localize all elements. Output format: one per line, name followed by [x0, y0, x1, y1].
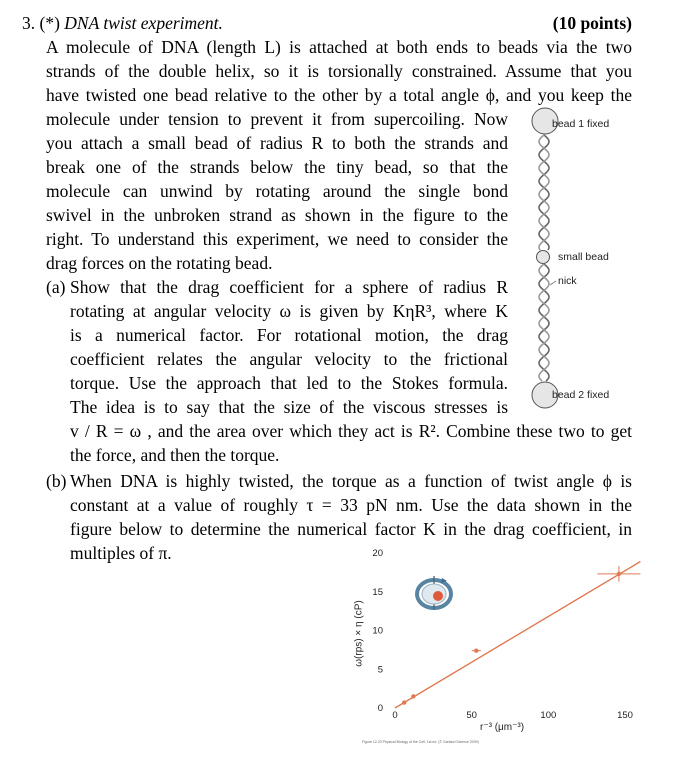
- part-a-label: (a): [46, 277, 66, 297]
- part-a-line: is a numerical factor. For rotational motion, the drag: [70, 325, 508, 345]
- y-tick-label: 10: [372, 625, 383, 637]
- y-tick-label: 20: [372, 548, 383, 559]
- problem-star: (*): [39, 13, 60, 33]
- part-a-line: rotating at angular velocity ω is given by KηR³, where K: [70, 301, 508, 321]
- part-a-line: v / R = ω , and the area over which they act is R². Combine these two to get: [70, 421, 632, 441]
- part-b-label: (b): [46, 471, 67, 491]
- dna-figure: [520, 105, 695, 425]
- problem-title: DNA twist experiment.: [64, 13, 223, 33]
- data-point-group: [597, 566, 640, 582]
- nick-label: nick: [558, 275, 577, 287]
- problem-header: [22, 12, 632, 34]
- chart-caption: Figure 12.20 Physical Biology of the Cell, 1st ed. (© Garland Science 2009): [362, 740, 479, 744]
- rotation-inset: [417, 576, 451, 610]
- intro-line: strands of the double helix, so it is torsionally constrained. Assume that you: [46, 61, 632, 81]
- intro-line: molecule can unwind by rotating around the single bond: [46, 181, 508, 201]
- x-tick-label: 150: [617, 710, 633, 721]
- intro-line: swivel in the unbroken strand as shown in the figure to the: [46, 205, 508, 225]
- intro-line: break one of the strands below the tiny bead, so that the: [46, 157, 508, 177]
- part-b-line: When DNA is highly twisted, the torque as a function of twist angle ϕ is: [70, 471, 632, 491]
- nick-pointer: [550, 281, 556, 285]
- y-tick-label: 15: [372, 586, 383, 598]
- part-b-line: figure below to determine the numerical factor K in the drag coefficient, in: [70, 519, 632, 539]
- x-tick-label: 100: [540, 710, 557, 721]
- rotating-bead: [433, 591, 443, 601]
- bead1-label: bead 1 fixed: [552, 118, 610, 130]
- intro-line: drag forces on the rotating bead.: [46, 253, 273, 273]
- part-b-line: multiples of π.: [70, 543, 172, 563]
- part-b-line: constant at a value of roughly τ = 33 pN nm. Use the data shown in the: [70, 495, 632, 515]
- bead2-label: bead 2 fixed: [552, 389, 610, 401]
- chart: [350, 540, 650, 750]
- chart-xlabel: r⁻³ (μm⁻³): [480, 722, 525, 733]
- part-a-line: the force, and then the torque.: [70, 445, 280, 465]
- data-point-group: [402, 700, 406, 704]
- intro-line: molecule under tension to prevent it from supercoiling. Now: [46, 109, 508, 129]
- small-bead: [537, 251, 550, 264]
- problem-points: (10 points): [552, 13, 632, 33]
- part-a-line: The idea is to say that the size of the viscous stresses is: [70, 397, 508, 417]
- x-tick-label: 50: [466, 710, 477, 721]
- data-point: [402, 700, 406, 704]
- data-point-group: [472, 648, 481, 652]
- data-point: [411, 694, 415, 698]
- chart-axes: [372, 548, 633, 721]
- chart-marks: [395, 562, 640, 708]
- problem-number: 3.: [22, 13, 36, 33]
- small-bead-label: small bead: [558, 251, 609, 263]
- data-point: [474, 648, 478, 652]
- part-a-line: coefficient relates the angular velocity to the frictional: [70, 349, 508, 369]
- part-a-line: Show that the drag coefficient for a sphere of radius R: [70, 277, 508, 297]
- y-tick-label: 5: [377, 664, 383, 676]
- intro-line: A molecule of DNA (length L) is attached at both ends to beads via the two: [46, 37, 632, 57]
- chart-ylabel: ω(rps) × η (cP): [353, 600, 365, 667]
- intro-line: you attach a small bead of radius R to both the strands and: [46, 133, 508, 153]
- fit-line: [395, 562, 640, 708]
- x-tick-label: 0: [392, 710, 398, 721]
- y-tick-label: 0: [377, 703, 383, 714]
- intro-line: right. To understand this experiment, we need to consider the: [46, 229, 508, 249]
- intro-line: have twisted one bead relative to the other by a total angle ϕ, and you keep the: [46, 85, 632, 105]
- data-point: [617, 572, 621, 576]
- data-point-group: [411, 694, 415, 698]
- part-a-line: torque. Use the approach that led to the Stokes formula.: [70, 373, 508, 393]
